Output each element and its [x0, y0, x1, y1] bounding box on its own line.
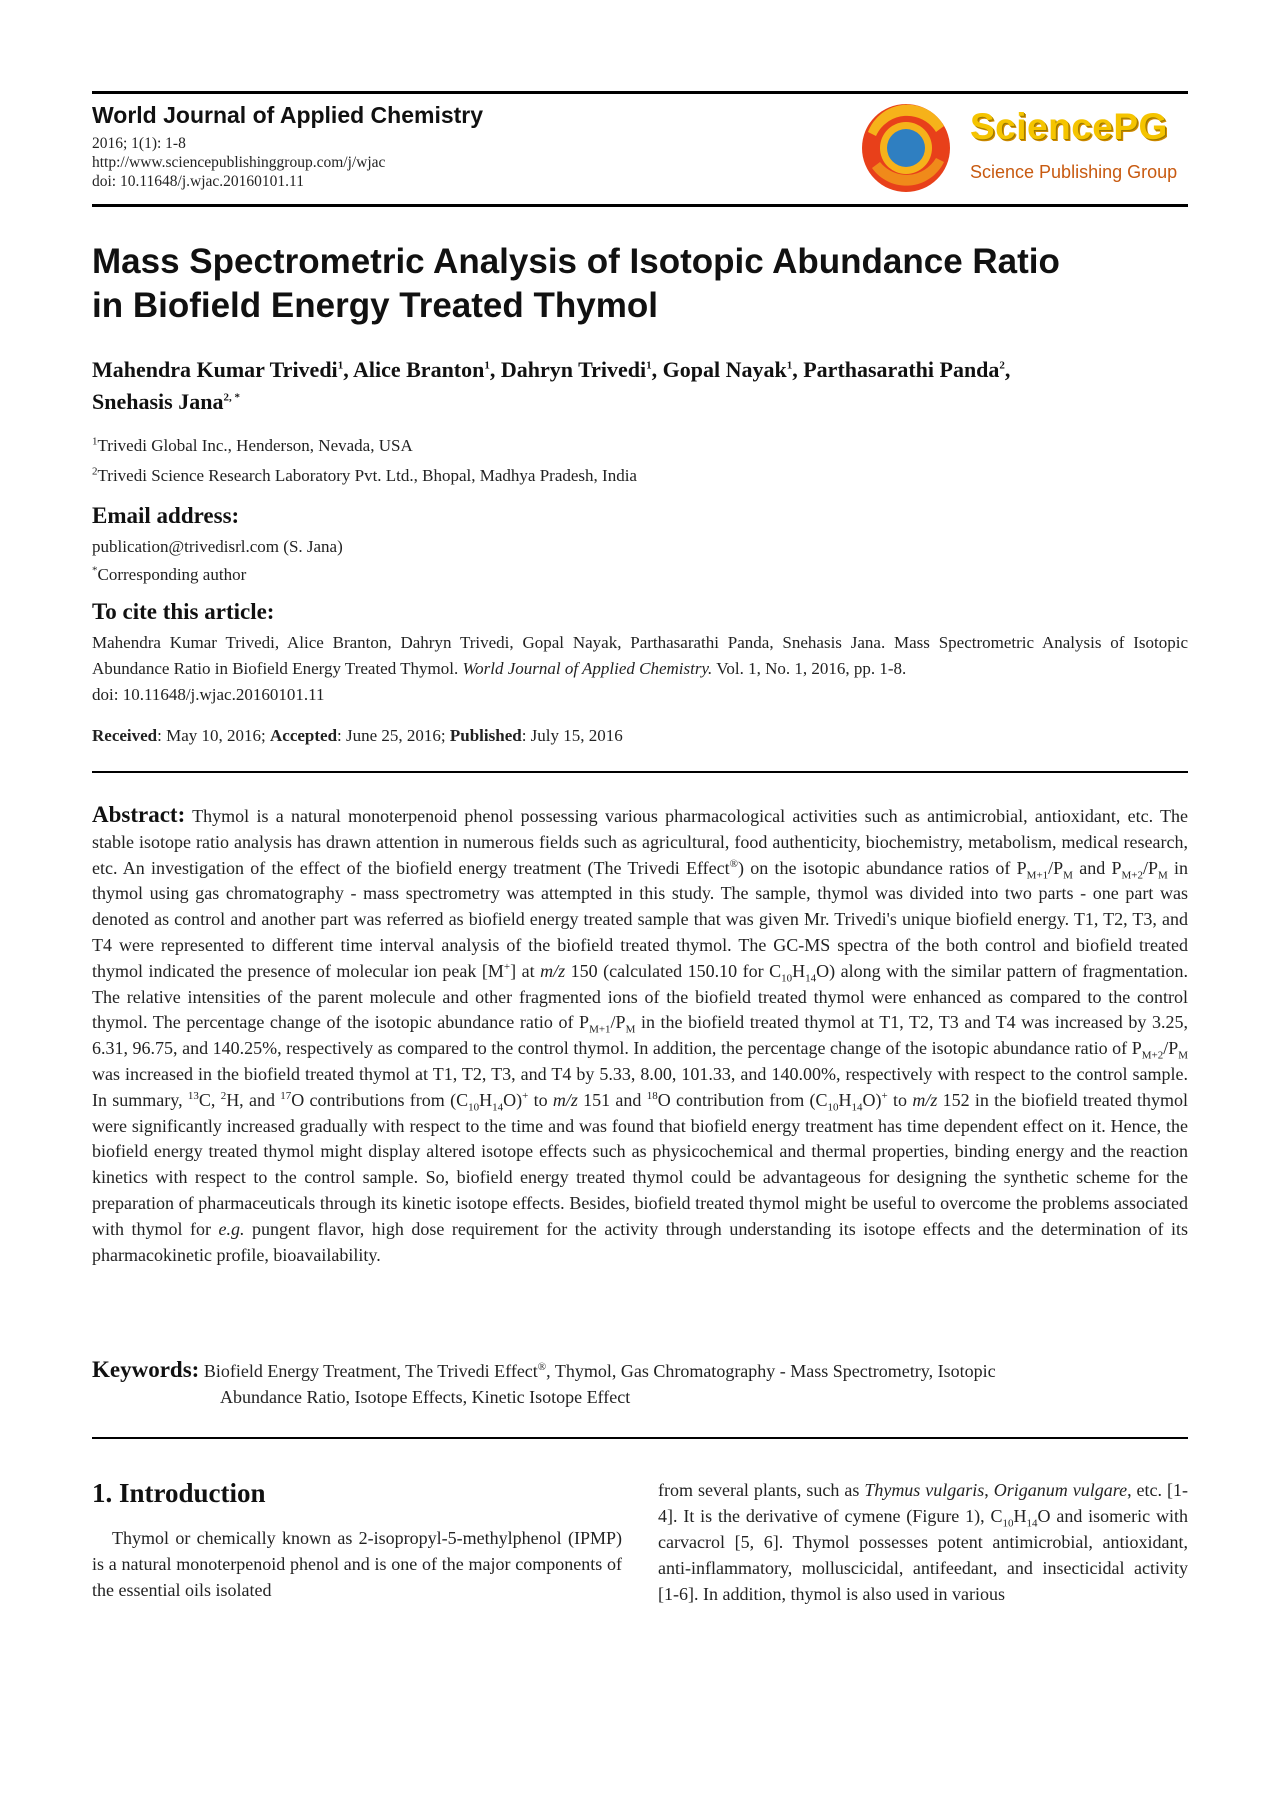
introduction-paragraph: Thymol or chemically known as 2-isopropyl-5-methylphenol (IPMP) is a natural monoterpenoid phenol and is one of the major components of the essential oils isolated: [92, 1528, 622, 1600]
abstract-sup: ®: [729, 857, 738, 870]
citation-journal: World Journal of Applied Chemistry.: [462, 659, 713, 678]
intro-italic: Thymus vulgaris: [864, 1480, 985, 1500]
abstract-sup: 17: [280, 1089, 292, 1102]
abstract-text: 151 and: [577, 1089, 647, 1110]
journal-name: World Journal of Applied Chemistry: [92, 102, 484, 128]
abstract-sub: M+2: [1141, 1049, 1164, 1062]
intro-text: , etc. [1-4]. It is the derivative of cymene (Figure 1), C: [658, 1480, 1188, 1526]
title-line-2: in Biofield Energy Treated Thymol: [92, 286, 658, 325]
intro-italic: Origanum vulgare: [993, 1480, 1128, 1500]
author-affil-sup: 2: [999, 359, 1005, 372]
abstract-text: O contribution from (C: [657, 1089, 828, 1110]
citation-text: [92, 630, 1188, 708]
affiliation-text: Trivedi Science Research Laboratory Pvt. Ltd., Bhopal, Madhya Pradesh, India: [97, 466, 637, 485]
corresponding-sup: *: [92, 564, 98, 577]
affiliation-sup: 1: [92, 435, 98, 448]
sciencepg-logo: [858, 102, 1188, 194]
introduction-right-column: [658, 1477, 1188, 1607]
abstract-text: /P: [1048, 857, 1064, 878]
journal-url[interactable]: http://www.sciencepublishinggroup.com/j/wjac: [92, 154, 386, 171]
affiliation-1: [92, 436, 413, 456]
author-affil-sup: 1: [484, 359, 490, 372]
abstract-text: to: [528, 1089, 553, 1110]
affiliation-2: [92, 466, 637, 486]
abstract-text: ) on the isotopic abundance ratios of P: [737, 857, 1027, 878]
abstract-sub: M: [1178, 1049, 1188, 1062]
published-label: Published: [449, 726, 522, 745]
abstract-text: H, and: [226, 1089, 281, 1110]
abstract-text: O contributions from (C: [291, 1089, 469, 1110]
abstract-text: and P: [1072, 857, 1122, 878]
accepted-label: Accepted: [270, 726, 338, 745]
published-date: : July 15, 2016: [521, 726, 623, 745]
abstract-text: pungent flavor, high dose requirement for the activity through understanding its isotope effects and the determination of its pharmacokinetic profile, bioavailability.: [92, 1218, 1188, 1265]
title-line-1: Mass Spectrometric Analysis of Isotopic Abundance Ratio: [92, 242, 1060, 281]
abstract-sub: M+1: [1026, 869, 1049, 882]
intro-sub: 14: [1026, 1517, 1038, 1530]
author-list: [92, 354, 1188, 418]
author-affil-sup: 1: [786, 359, 793, 372]
abstract-italic: e.g.: [218, 1218, 245, 1239]
abstract-text: 152 in the biofield treated thymol were significantly increased gradually with respect to the time and was found that biofield energy treatment has time dependent effect on it. Hence, the biofield energy treated thymol might display altered isotope effects such as physicochemical and thermal properties, binding energy and the reaction kinetics with respect to the control sample. So, biofield energy treated thymol could be advantageous for designing the synthetic scheme for the preparation of pharmaceuticals through its kinetic isotope effects. Besides, biofield treated thymol might be useful to overcome the problems associated with thymol for: [92, 1089, 1188, 1239]
abstract-text: was increased in the biofield treated thymol at T1, T2, T3, and T4 by 5.33, 8.00, 101.33, and 140.00%, respectively with respect to the control sample. In summary,: [92, 1063, 1188, 1110]
keywords-sup: ®: [537, 1361, 547, 1373]
corresponding-author: [92, 565, 246, 585]
intro-text: O and isomeric with carvacrol [5, 6]. Thymol possesses potent antimicrobial, antioxidant, anti-inflammatory, molluscicidal, antifeedant, and insecticidal activity [1-6]. In addition, thymol is also used in various: [658, 1506, 1188, 1604]
keywords-rule: [92, 1437, 1188, 1439]
abstract-sub: 10: [468, 1101, 480, 1114]
abstract-sup: +: [881, 1089, 888, 1102]
abstract-text: H: [792, 960, 806, 981]
author-name: Alice Branton: [352, 357, 485, 382]
article-title: [92, 240, 1188, 328]
abstract-text: H: [479, 1089, 493, 1110]
author-separator: ,: [489, 357, 501, 382]
author-separator: ,: [1004, 357, 1011, 382]
abstract-sup: 13: [187, 1089, 199, 1102]
abstract-sup: +: [503, 960, 511, 973]
abstract-sub: 10: [827, 1101, 839, 1114]
abstract-sup: 18: [646, 1089, 658, 1102]
email-heading: Email address:: [92, 503, 240, 528]
abstract-sub: M: [1063, 869, 1073, 882]
abstract-sub: 10: [781, 972, 793, 985]
intro-text: H: [1013, 1506, 1027, 1526]
abstract-label: Abstract:: [92, 802, 186, 827]
logo-brand-text: SciencePG: [970, 106, 1168, 147]
citation-part: Mahendra Kumar Trivedi, Alice Branton, Dahryn Trivedi, Gopal Nayak, Parthasarathi Panda, Snehasis Jana. Mass Spectrometric Analysis of Isotopic Abundance Ratio in Biofield Energy Treated Thymol.: [92, 633, 1188, 678]
top-rule: [92, 91, 1188, 94]
abstract-text: in thymol using gas chromatography - mass spectrometry was attempted in this study. The sample, thymol was divided into two parts - one part was denoted as control and another part was referred as biofield energy treated sample that was given Mr. Trivedi's unique biofield energy. T1, T2, T3, and T4 were represented to different time interval analysis of the biofield treated thymol. The GC-MS spectra of the both control and biofield treated thymol indicated the presence of molecular ion peak [M: [92, 857, 1189, 981]
intro-text: ,: [984, 1480, 994, 1500]
abstract-text: O): [503, 1089, 523, 1110]
keywords-text-line-2: Abundance Ratio, Isotope Effects, Kinetic Isotope Effect: [220, 1387, 631, 1407]
publication-dates: [92, 726, 623, 746]
abstract-sup: +: [522, 1089, 529, 1102]
abstract-text: O) along with the similar pattern of fragmentation. The relative intensities of the parent molecule and other fragmented ions of the biofield treated thymol were enhanced as compared to the control thymol. The percentage change of the isotopic abundance ratio of P: [92, 960, 1189, 1033]
abstract-sub: 14: [851, 1101, 863, 1114]
abstract-sub: M+1: [589, 1023, 611, 1036]
author-name: Snehasis Jana: [92, 389, 224, 414]
abstract: [92, 802, 1188, 1268]
abstract-text: H: [838, 1089, 852, 1110]
author-name: Parthasarathi Panda: [803, 357, 1000, 382]
introduction-left-column: [92, 1478, 622, 1603]
introduction-heading: 1. Introduction: [92, 1478, 266, 1508]
header-bottom-rule: [92, 204, 1188, 207]
keywords-text: , Thymol, Gas Chromatography - Mass Spectrometry, Isotopic: [546, 1361, 996, 1381]
journal-doi: doi: 10.11648/j.wjac.20160101.11: [92, 173, 304, 190]
citation-part: Vol. 1, No. 1, 2016, pp. 1-8.: [712, 659, 907, 678]
keywords: [92, 1357, 1188, 1410]
abstract-italic: m/z: [540, 960, 566, 981]
abstract-text: O): [862, 1089, 882, 1110]
sciencepg-logo-icon: [858, 102, 956, 194]
email-address[interactable]: publication@trivedisrl.com (S. Jana): [92, 537, 343, 556]
abstract-sub: 14: [805, 972, 817, 985]
abstract-text: Thymol is a natural monoterpenoid phenol possessing various pharmacological activities such as antimicrobial, antioxidant, etc. The stable isotope ratio analysis has drawn attention in numerous fields such as agricultural, food authenticity, biochemistry, metabolism, medical research, etc. An investigation of the effect of the biofield energy treatment (The Trivedi Effect: [92, 806, 1188, 878]
received-label: Received: [92, 726, 158, 745]
keywords-text: Biofield Energy Treatment, The Trivedi Effect: [199, 1361, 538, 1381]
abstract-text: in the biofield treated thymol at T1, T2, T3 and T4 was increased by 3.25, 6.31, 96.75, and 140.25%, respectively as compared to the control thymol. In addition, the percentage change of the isotopic abundance ratio of P: [92, 1012, 1188, 1059]
abstract-sub: M: [625, 1023, 636, 1036]
corresponding-text: Corresponding author: [97, 565, 247, 584]
author-affil-sup: 1: [337, 359, 344, 372]
abstract-text: to: [887, 1089, 913, 1110]
citation-doi: doi: 10.11648/j.wjac.20160101.11: [92, 685, 325, 704]
abstract-text: /P: [1142, 857, 1158, 878]
abstract-text: ] at: [510, 960, 541, 981]
abstract-sup: 2: [220, 1089, 227, 1102]
author-separator: ,: [343, 357, 353, 382]
author-separator: ,: [792, 357, 804, 382]
affiliation-sup: 2: [92, 465, 98, 478]
dates-rule: [92, 771, 1188, 773]
received-date: : May 10, 2016;: [157, 726, 270, 745]
author-affil-sup: 2, *: [223, 391, 240, 404]
abstract-sub: M: [1157, 869, 1168, 882]
author-affil-sup: 1: [646, 359, 652, 372]
intro-text: from several plants, such as: [658, 1480, 865, 1500]
logo-subtitle: Science Publishing Group: [970, 162, 1178, 182]
author-name: Mahendra Kumar Trivedi: [92, 357, 338, 382]
abstract-text: /P: [610, 1012, 626, 1033]
affiliation-text: Trivedi Global Inc., Henderson, Nevada, USA: [97, 436, 413, 455]
volume-line: 2016; 1(1): 1-8: [92, 135, 186, 152]
abstract-sub: M+2: [1121, 869, 1143, 882]
cite-heading: To cite this article:: [92, 599, 275, 624]
author-name: Dahryn Trivedi: [500, 357, 647, 382]
keywords-label: Keywords:: [92, 1357, 200, 1382]
author-name: Gopal Nayak: [662, 357, 787, 382]
abstract-text: 150 (calculated 150.10 for C: [565, 960, 782, 981]
author-separator: ,: [651, 357, 663, 382]
abstract-text: C,: [198, 1089, 221, 1110]
abstract-italic: m/z: [912, 1089, 938, 1110]
abstract-text: /P: [1163, 1038, 1179, 1059]
journal-header: [92, 96, 1188, 204]
intro-sub: 10: [1002, 1517, 1014, 1530]
abstract-italic: m/z: [552, 1089, 578, 1110]
abstract-sub: 14: [492, 1101, 504, 1114]
accepted-date: : June 25, 2016;: [337, 726, 450, 745]
